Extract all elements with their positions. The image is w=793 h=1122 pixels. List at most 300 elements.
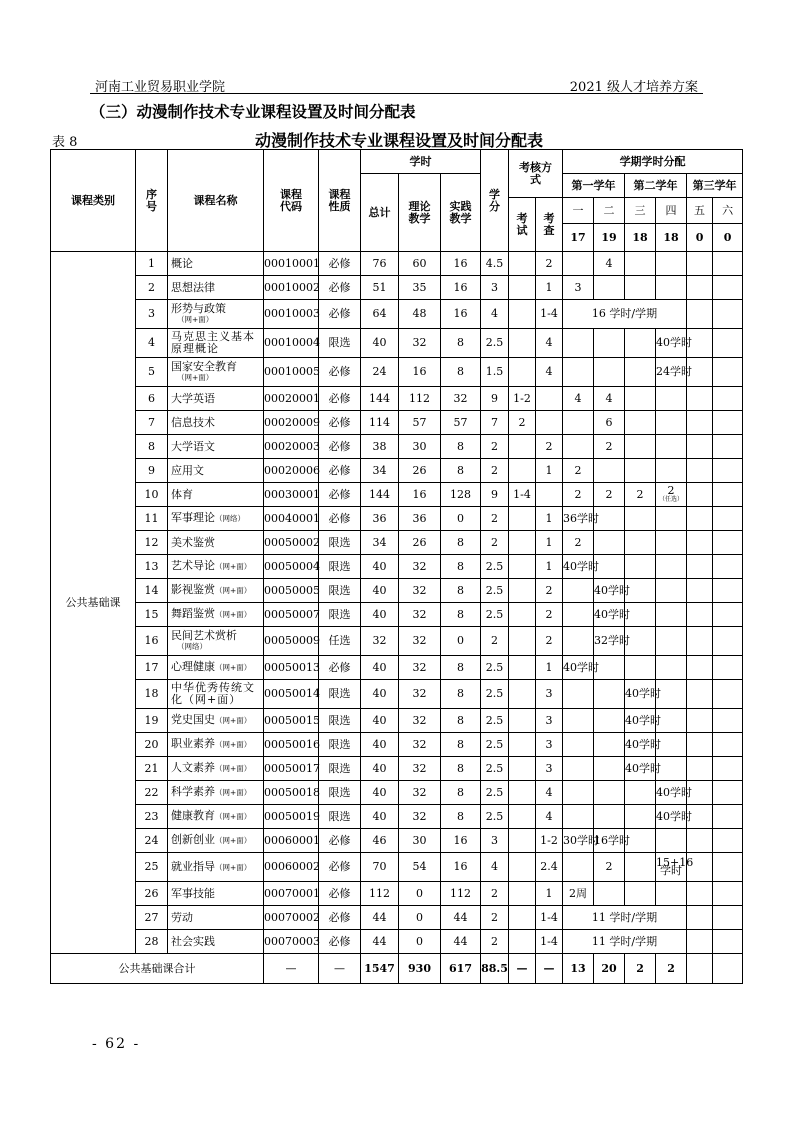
course-name: 美术鉴赏 xyxy=(168,531,264,555)
course-credit: 2.5 xyxy=(481,757,509,781)
course-nature: 必修 xyxy=(319,829,361,853)
hours-theory: 35 xyxy=(399,276,441,300)
semester-hours-6 xyxy=(713,603,743,627)
semester-hours-1: 36学时 xyxy=(563,507,594,531)
course-name: 马克思主义基本原理概论 xyxy=(168,329,264,358)
hours-practice: 8 xyxy=(441,459,481,483)
course-credit: 2 xyxy=(481,627,509,656)
semester-hours-2 xyxy=(594,709,625,733)
hours-total: 40 xyxy=(361,757,399,781)
header-year3: 第三学年 xyxy=(687,174,743,198)
total-row xyxy=(51,954,743,984)
semester-hours-4 xyxy=(656,252,687,276)
hours-practice: 8 xyxy=(441,781,481,805)
table-row xyxy=(51,435,743,459)
hours-theory: 112 xyxy=(399,387,441,411)
semester-hours-1 xyxy=(563,579,594,603)
semester-hours-2: 4 xyxy=(594,387,625,411)
course-nature: 限选 xyxy=(319,805,361,829)
hours-theory: 32 xyxy=(399,603,441,627)
course-nature: 必修 xyxy=(319,656,361,680)
semester-hours-2: 32学时 xyxy=(594,627,625,656)
hours-practice: 8 xyxy=(441,358,481,387)
course-name: 舞蹈鉴赏（网+面） xyxy=(168,603,264,627)
semester-hours-4 xyxy=(656,656,687,680)
total-semester-3: 2 xyxy=(625,954,656,984)
hours-total: 44 xyxy=(361,930,399,954)
semester-hours-5 xyxy=(687,579,713,603)
hours-theory: 32 xyxy=(399,733,441,757)
semester-hours-6 xyxy=(713,531,743,555)
row-seq: 22 xyxy=(136,781,168,805)
course-name: 劳动 xyxy=(168,906,264,930)
course-nature: 必修 xyxy=(319,853,361,882)
hours-total: 40 xyxy=(361,656,399,680)
hours-total: 40 xyxy=(361,781,399,805)
semester-hours-2: 2 xyxy=(594,483,625,507)
semester-hours-3 xyxy=(625,329,656,358)
semester-hours-4 xyxy=(656,579,687,603)
semester-hours-6 xyxy=(713,805,743,829)
assessment-check: 2 xyxy=(536,603,563,627)
course-credit: 2.5 xyxy=(481,555,509,579)
header-weeks-6: 0 xyxy=(713,224,743,252)
course-code: 00050015 xyxy=(264,709,319,733)
total-exam: — xyxy=(509,954,536,984)
header-practice: 实践教学 xyxy=(441,174,481,252)
semester-hours-3 xyxy=(625,531,656,555)
row-seq: 3 xyxy=(136,300,168,329)
assessment-exam xyxy=(509,358,536,387)
table-row xyxy=(51,627,743,656)
hours-theory: 32 xyxy=(399,781,441,805)
semester-hours-3 xyxy=(625,252,656,276)
semester-hours-2: 4 xyxy=(594,252,625,276)
hours-practice: 8 xyxy=(441,805,481,829)
assessment-check: 1-4 xyxy=(536,300,563,329)
semester-hours-5 xyxy=(687,733,713,757)
semester-hours-3 xyxy=(625,507,656,531)
table-row xyxy=(51,757,743,781)
hours-theory: 16 xyxy=(399,483,441,507)
assessment-exam xyxy=(509,680,536,709)
semester-hours-6 xyxy=(713,507,743,531)
course-code: 00050009 xyxy=(264,627,319,656)
total-credit: 88.5 xyxy=(481,954,509,984)
total-semester-2: 20 xyxy=(594,954,625,984)
header-check: 考查 xyxy=(536,198,563,252)
hours-practice: 112 xyxy=(441,882,481,906)
course-nature: 必修 xyxy=(319,276,361,300)
course-nature: 任选 xyxy=(319,627,361,656)
hours-practice: 8 xyxy=(441,555,481,579)
course-nature: 必修 xyxy=(319,906,361,930)
hours-total: 40 xyxy=(361,733,399,757)
semester-hours-1: 4 xyxy=(563,387,594,411)
semester-hours-2: 16学时 xyxy=(594,829,625,853)
course-nature: 必修 xyxy=(319,387,361,411)
semester-hours-5 xyxy=(687,680,713,709)
semester-hours-3: 40学时 xyxy=(625,709,656,733)
course-credit: 2.5 xyxy=(481,656,509,680)
hours-theory: 0 xyxy=(399,906,441,930)
assessment-exam xyxy=(509,733,536,757)
course-credit: 2.5 xyxy=(481,680,509,709)
course-nature: 必修 xyxy=(319,300,361,329)
hours-practice: 16 xyxy=(441,276,481,300)
hours-theory: 32 xyxy=(399,555,441,579)
course-nature: 限选 xyxy=(319,781,361,805)
hours-total: 114 xyxy=(361,411,399,435)
hours-total: 64 xyxy=(361,300,399,329)
assessment-exam xyxy=(509,805,536,829)
semester-hours-6 xyxy=(713,300,743,329)
header-weeks-1: 17 xyxy=(563,224,594,252)
semester-hours-2 xyxy=(594,358,625,387)
header-school: 河南工业贸易职业学院 xyxy=(95,80,226,95)
course-code: 00010001 xyxy=(264,252,319,276)
course-credit: 2 xyxy=(481,507,509,531)
assessment-check: 4 xyxy=(536,358,563,387)
row-seq: 6 xyxy=(136,387,168,411)
semester-hours-2 xyxy=(594,882,625,906)
table-row xyxy=(51,459,743,483)
semester-hours-6 xyxy=(713,387,743,411)
total-nature: — xyxy=(319,954,361,984)
header-exam: 考试 xyxy=(509,198,536,252)
course-credit: 2 xyxy=(481,906,509,930)
semester-hours-3: 40学时 xyxy=(625,680,656,709)
hours-total: 70 xyxy=(361,853,399,882)
semester-hours-2 xyxy=(594,276,625,300)
hours-practice: 8 xyxy=(441,435,481,459)
course-code: 00040001 xyxy=(264,507,319,531)
semester-hours-5 xyxy=(687,930,713,954)
semester-hours-4: 24学时 xyxy=(656,358,687,387)
semester-hours-6 xyxy=(713,680,743,709)
course-credit: 2.5 xyxy=(481,805,509,829)
header-code: 课程代码 xyxy=(264,150,319,252)
course-credit: 2.5 xyxy=(481,733,509,757)
semester-hours-5 xyxy=(687,276,713,300)
table-row xyxy=(51,930,743,954)
course-code: 00050019 xyxy=(264,805,319,829)
header-total: 总计 xyxy=(361,174,399,252)
semester-hours-6 xyxy=(713,853,743,882)
course-credit: 3 xyxy=(481,829,509,853)
course-name: 国家安全教育 （网+面） xyxy=(168,358,264,387)
hours-total: 46 xyxy=(361,829,399,853)
semester-hours-6 xyxy=(713,627,743,656)
semester-hours-5 xyxy=(687,459,713,483)
hours-theory: 0 xyxy=(399,882,441,906)
row-seq: 23 xyxy=(136,805,168,829)
assessment-exam xyxy=(509,781,536,805)
header-year2: 第二学年 xyxy=(625,174,687,198)
course-code: 00050005 xyxy=(264,579,319,603)
semester-hours-1: 2 xyxy=(563,483,594,507)
semester-hours-4 xyxy=(656,555,687,579)
semester-hours-6 xyxy=(713,555,743,579)
semester-hours-span: 11 学时/学期 xyxy=(563,906,687,930)
semester-hours-1 xyxy=(563,603,594,627)
hours-total: 51 xyxy=(361,276,399,300)
assessment-check xyxy=(536,483,563,507)
table-row xyxy=(51,781,743,805)
hours-total: 144 xyxy=(361,483,399,507)
hours-theory: 32 xyxy=(399,680,441,709)
assessment-check: 1 xyxy=(536,555,563,579)
semester-hours-4 xyxy=(656,531,687,555)
course-nature: 限选 xyxy=(319,603,361,627)
assessment-exam: 1-2 xyxy=(509,387,536,411)
hours-practice: 0 xyxy=(441,507,481,531)
row-seq: 15 xyxy=(136,603,168,627)
assessment-check xyxy=(536,411,563,435)
table-row xyxy=(51,358,743,387)
hours-theory: 48 xyxy=(399,300,441,329)
semester-hours-span: 11 学时/学期 xyxy=(563,930,687,954)
header-nature: 课程性质 xyxy=(319,150,361,252)
semester-hours-span: 16 学时/学期 xyxy=(563,300,687,329)
semester-hours-3 xyxy=(625,882,656,906)
semester-hours-4 xyxy=(656,387,687,411)
course-nature: 必修 xyxy=(319,459,361,483)
header-semester-dist: 学期学时分配 xyxy=(563,150,743,174)
semester-hours-5 xyxy=(687,507,713,531)
hours-practice: 16 xyxy=(441,829,481,853)
semester-hours-4 xyxy=(656,882,687,906)
table-row xyxy=(51,387,743,411)
hours-practice: 44 xyxy=(441,930,481,954)
semester-hours-2: 6 xyxy=(594,411,625,435)
semester-hours-3 xyxy=(625,435,656,459)
semester-hours-4 xyxy=(656,603,687,627)
assessment-exam xyxy=(509,906,536,930)
semester-hours-4 xyxy=(656,627,687,656)
row-seq: 25 xyxy=(136,853,168,882)
semester-hours-2: 2 xyxy=(594,853,625,882)
row-seq: 27 xyxy=(136,906,168,930)
table-row xyxy=(51,853,743,882)
course-code: 00030001 xyxy=(264,483,319,507)
course-credit: 2.5 xyxy=(481,603,509,627)
semester-hours-6 xyxy=(713,483,743,507)
semester-hours-3 xyxy=(625,411,656,435)
assessment-exam xyxy=(509,930,536,954)
course-credit: 4 xyxy=(481,300,509,329)
assessment-exam: 2 xyxy=(509,411,536,435)
assessment-exam xyxy=(509,435,536,459)
semester-hours-6 xyxy=(713,276,743,300)
course-nature: 限选 xyxy=(319,680,361,709)
table-row xyxy=(51,805,743,829)
semester-hours-1 xyxy=(563,733,594,757)
hours-theory: 54 xyxy=(399,853,441,882)
table-row xyxy=(51,906,743,930)
course-nature: 限选 xyxy=(319,757,361,781)
semester-hours-5 xyxy=(687,603,713,627)
hours-total: 144 xyxy=(361,387,399,411)
header-weeks-4: 18 xyxy=(656,224,687,252)
section-title: （三）动漫制作技术专业课程设置及时间分配表 xyxy=(90,102,416,121)
hours-practice: 16 xyxy=(441,300,481,329)
hours-practice: 8 xyxy=(441,531,481,555)
hours-practice: 8 xyxy=(441,329,481,358)
total-semester-4: 2 xyxy=(656,954,687,984)
hours-theory: 60 xyxy=(399,252,441,276)
semester-hours-5 xyxy=(687,387,713,411)
assessment-exam xyxy=(509,627,536,656)
semester-hours-2: 2 xyxy=(594,435,625,459)
semester-hours-1 xyxy=(563,709,594,733)
course-credit: 1.5 xyxy=(481,358,509,387)
semester-hours-3 xyxy=(625,805,656,829)
assessment-check: 2 xyxy=(536,252,563,276)
semester-hours-2: 40学时 xyxy=(594,579,625,603)
course-code: 00010004 xyxy=(264,329,319,358)
course-code: 00010002 xyxy=(264,276,319,300)
course-credit: 2.5 xyxy=(481,709,509,733)
assessment-check xyxy=(536,387,563,411)
assessment-exam xyxy=(509,709,536,733)
table-row xyxy=(51,507,743,531)
semester-hours-5 xyxy=(687,757,713,781)
semester-hours-5 xyxy=(687,411,713,435)
semester-hours-5 xyxy=(687,656,713,680)
semester-hours-4 xyxy=(656,459,687,483)
course-name: 艺术导论（网+面） xyxy=(168,555,264,579)
course-credit: 2 xyxy=(481,882,509,906)
assessment-exam xyxy=(509,276,536,300)
semester-hours-1: 2 xyxy=(563,459,594,483)
table-row xyxy=(51,603,743,627)
course-name: 军事理论（网络） xyxy=(168,507,264,531)
row-seq: 4 xyxy=(136,329,168,358)
row-seq: 17 xyxy=(136,656,168,680)
assessment-exam xyxy=(509,829,536,853)
total-semester-6 xyxy=(713,954,743,984)
header-category: 课程类别 xyxy=(51,150,136,252)
hours-practice: 32 xyxy=(441,387,481,411)
assessment-check: 2 xyxy=(536,627,563,656)
semester-hours-6 xyxy=(713,733,743,757)
course-name: 形势与政策 （网+面） xyxy=(168,300,264,329)
row-seq: 5 xyxy=(136,358,168,387)
table-row xyxy=(51,882,743,906)
assessment-check: 1 xyxy=(536,507,563,531)
course-code: 00060001 xyxy=(264,829,319,853)
assessment-check: 4 xyxy=(536,805,563,829)
course-credit: 4 xyxy=(481,853,509,882)
semester-hours-3 xyxy=(625,853,656,882)
assessment-check: 1-2 xyxy=(536,829,563,853)
semester-hours-5 xyxy=(687,829,713,853)
semester-hours-1 xyxy=(563,781,594,805)
semester-hours-1: 30学时 xyxy=(563,829,594,853)
hours-practice: 0 xyxy=(441,627,481,656)
semester-hours-4: 40学时 xyxy=(656,781,687,805)
row-seq: 7 xyxy=(136,411,168,435)
course-name: 信息技术 xyxy=(168,411,264,435)
semester-hours-4 xyxy=(656,507,687,531)
course-name: 科学素养（网+面） xyxy=(168,781,264,805)
course-credit: 2 xyxy=(481,435,509,459)
hours-practice: 8 xyxy=(441,579,481,603)
course-nature: 限选 xyxy=(319,579,361,603)
course-name: 应用文 xyxy=(168,459,264,483)
semester-hours-6 xyxy=(713,329,743,358)
course-credit: 7 xyxy=(481,411,509,435)
semester-hours-2 xyxy=(594,733,625,757)
hours-theory: 57 xyxy=(399,411,441,435)
course-code: 00070003 xyxy=(264,930,319,954)
hours-practice: 128 xyxy=(441,483,481,507)
row-seq: 13 xyxy=(136,555,168,579)
semester-hours-1 xyxy=(563,435,594,459)
hours-practice: 8 xyxy=(441,656,481,680)
course-nature: 必修 xyxy=(319,435,361,459)
semester-hours-6 xyxy=(713,252,743,276)
semester-hours-1: 2 xyxy=(563,531,594,555)
assessment-check: 1 xyxy=(536,459,563,483)
course-credit: 2 xyxy=(481,930,509,954)
assessment-exam xyxy=(509,507,536,531)
course-credit: 9 xyxy=(481,483,509,507)
semester-hours-5 xyxy=(687,882,713,906)
course-code: 00070001 xyxy=(264,882,319,906)
course-code: 00020009 xyxy=(264,411,319,435)
hours-total: 76 xyxy=(361,252,399,276)
semester-hours-3 xyxy=(625,459,656,483)
table-row xyxy=(51,411,743,435)
course-credit: 4.5 xyxy=(481,252,509,276)
course-name: 心理健康（网+面） xyxy=(168,656,264,680)
course-credit: 2.5 xyxy=(481,781,509,805)
total-semester-5 xyxy=(687,954,713,984)
row-seq: 12 xyxy=(136,531,168,555)
course-credit: 2 xyxy=(481,459,509,483)
semester-hours-5 xyxy=(687,252,713,276)
semester-hours-1 xyxy=(563,252,594,276)
semester-hours-6 xyxy=(713,435,743,459)
hours-total: 34 xyxy=(361,531,399,555)
hours-practice: 16 xyxy=(441,252,481,276)
header-weeks-5: 0 xyxy=(687,224,713,252)
semester-hours-1 xyxy=(563,853,594,882)
header-name: 课程名称 xyxy=(168,150,264,252)
header-seq: 序号 xyxy=(136,150,168,252)
semester-hours-6 xyxy=(713,829,743,853)
header-plan: 2021 级人才培养方案 xyxy=(569,80,698,95)
hours-theory: 0 xyxy=(399,930,441,954)
total-practice: 617 xyxy=(441,954,481,984)
row-seq: 16 xyxy=(136,627,168,656)
row-seq: 24 xyxy=(136,829,168,853)
hours-total: 44 xyxy=(361,906,399,930)
course-code: 00050007 xyxy=(264,603,319,627)
semester-hours-3 xyxy=(625,387,656,411)
hours-theory: 32 xyxy=(399,805,441,829)
assessment-exam xyxy=(509,252,536,276)
semester-hours-1 xyxy=(563,329,594,358)
semester-hours-2 xyxy=(594,757,625,781)
hours-practice: 8 xyxy=(441,680,481,709)
semester-hours-6 xyxy=(713,757,743,781)
total-code: — xyxy=(264,954,319,984)
semester-hours-6 xyxy=(713,709,743,733)
semester-hours-2 xyxy=(594,329,625,358)
